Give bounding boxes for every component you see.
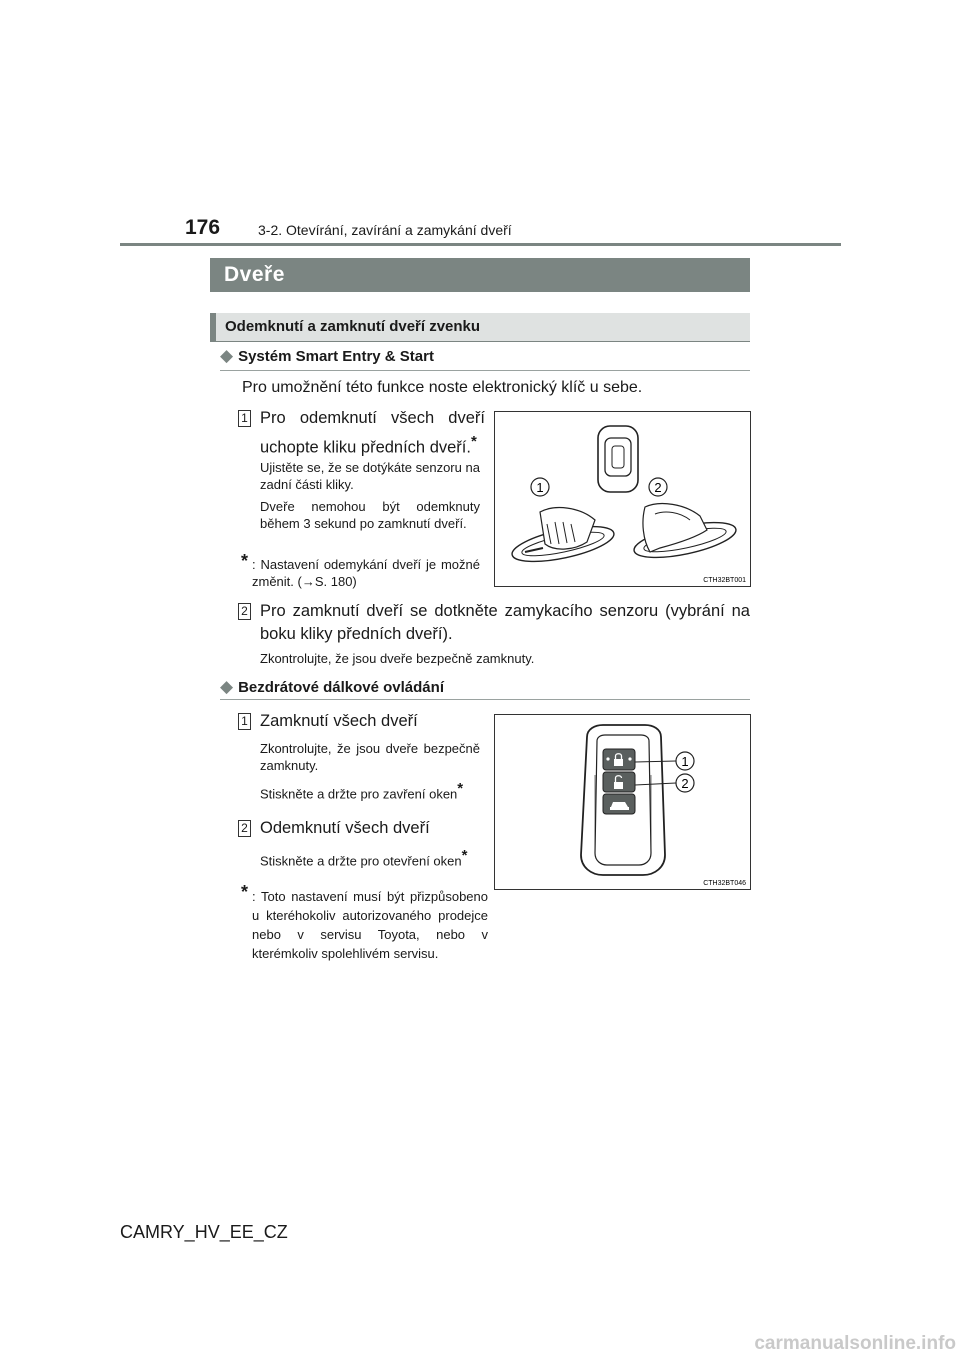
remote-step1-text: Zamknutí všech dveří bbox=[260, 712, 418, 730]
key-fob-icon bbox=[581, 725, 665, 875]
door-handle-illustration bbox=[495, 412, 750, 586]
right-door-handle-icon bbox=[631, 504, 739, 565]
page-number: 176 bbox=[185, 216, 221, 239]
subsection-title: Odemknutí a zamknutí dveří zvenku bbox=[225, 318, 481, 335]
step1-line2: uchopte kliku předních dveří. bbox=[260, 438, 471, 457]
heading-rule bbox=[220, 699, 750, 700]
callout-2: 2 bbox=[681, 776, 689, 791]
figure-code: CTH32BT046 bbox=[703, 880, 746, 887]
remote-heading-text: Bezdrátové dálkové ovládání bbox=[238, 679, 444, 696]
remote-key-figure bbox=[494, 714, 751, 890]
remote-step1-note2: Stiskněte a držte pro zavření oken bbox=[260, 786, 458, 802]
step2-note: Zkontrolujte, že jsou dveře bezpečně zamknuty. bbox=[260, 651, 535, 666]
smart-entry-heading bbox=[220, 346, 434, 366]
remote-key-illustration bbox=[495, 715, 750, 889]
door-handle-figure bbox=[494, 411, 751, 587]
chapter-title: 3-2. Otevírání, zavírání a zamykání dveří bbox=[258, 222, 512, 238]
step2-text: Pro zamknutí dveří se dotkněte zamykacího senzoru (vybrání na boku kliky předních dveří). bbox=[260, 602, 750, 643]
callout-2: 2 bbox=[654, 480, 662, 495]
subsection-accent bbox=[210, 313, 216, 341]
footnote-text: : Nastavení odemykání dveří je možné změnit. (→S. 180) bbox=[252, 557, 480, 589]
diamond-icon: ◆ bbox=[220, 677, 234, 696]
remote-step-number-1: 1 bbox=[238, 713, 251, 730]
remote-step2-note-wrap bbox=[260, 847, 480, 869]
step1-note2: Dveře nemohou být odemknuty během 3 sekund po zamknutí dveří. bbox=[260, 499, 480, 531]
header-rule bbox=[120, 243, 841, 246]
document-code: CAMRY_HV_EE_CZ bbox=[120, 1222, 288, 1242]
key-fob-icon bbox=[598, 426, 638, 492]
remote-step1-note1: Zkontrolujte, že jsou dveře bezpečně zamknuty. bbox=[260, 741, 480, 773]
asterisk-mark: * bbox=[457, 780, 464, 797]
smart-entry-intro: Pro umožnění této funkce noste elektronický klíč u sebe. bbox=[242, 379, 643, 396]
step1-line2-wrap bbox=[260, 430, 477, 460]
smart-entry-heading-text: Systém Smart Entry & Start bbox=[238, 348, 434, 365]
footnote-mark: * bbox=[241, 551, 249, 571]
remote-step1-note2-wrap bbox=[260, 780, 480, 802]
left-door-handle-icon bbox=[509, 508, 617, 569]
remote-footnote-mark: * bbox=[241, 882, 249, 902]
remote-heading bbox=[220, 677, 444, 697]
step1-note1: Ujistěte se, že se dotýkáte senzoru na zadní části kliky. bbox=[260, 460, 480, 492]
diamond-icon: ◆ bbox=[220, 346, 234, 365]
callout-1: 1 bbox=[536, 480, 544, 495]
remote-step-number-2: 2 bbox=[238, 820, 251, 837]
callout-1: 1 bbox=[681, 754, 689, 769]
section-title: Dveře bbox=[224, 263, 285, 286]
figure-code: CTH32BT001 bbox=[703, 577, 746, 584]
heading-rule bbox=[220, 370, 750, 371]
remote-step2-text: Odemknutí všech dveří bbox=[260, 819, 430, 837]
section-title-bar bbox=[210, 258, 750, 292]
step1-line1: Pro odemknutí všech dveří bbox=[260, 409, 485, 427]
subsection-bar bbox=[210, 313, 750, 342]
watermark: carmanualsonline.info bbox=[754, 1333, 956, 1354]
remote-step2-note: Stiskněte a držte pro otevření oken bbox=[260, 853, 462, 869]
asterisk-mark: * bbox=[461, 847, 468, 864]
asterisk-mark: * bbox=[470, 433, 477, 450]
remote-footnote-text: : Toto nastavení musí být přizpůsobeno u kteréhokoliv autorizovaného prodejce nebo v servisu Toyota, nebo v kterémkoliv spolehlivém servisu. bbox=[252, 889, 488, 961]
step-number-2: 2 bbox=[238, 603, 251, 620]
step-number-1: 1 bbox=[238, 410, 251, 427]
